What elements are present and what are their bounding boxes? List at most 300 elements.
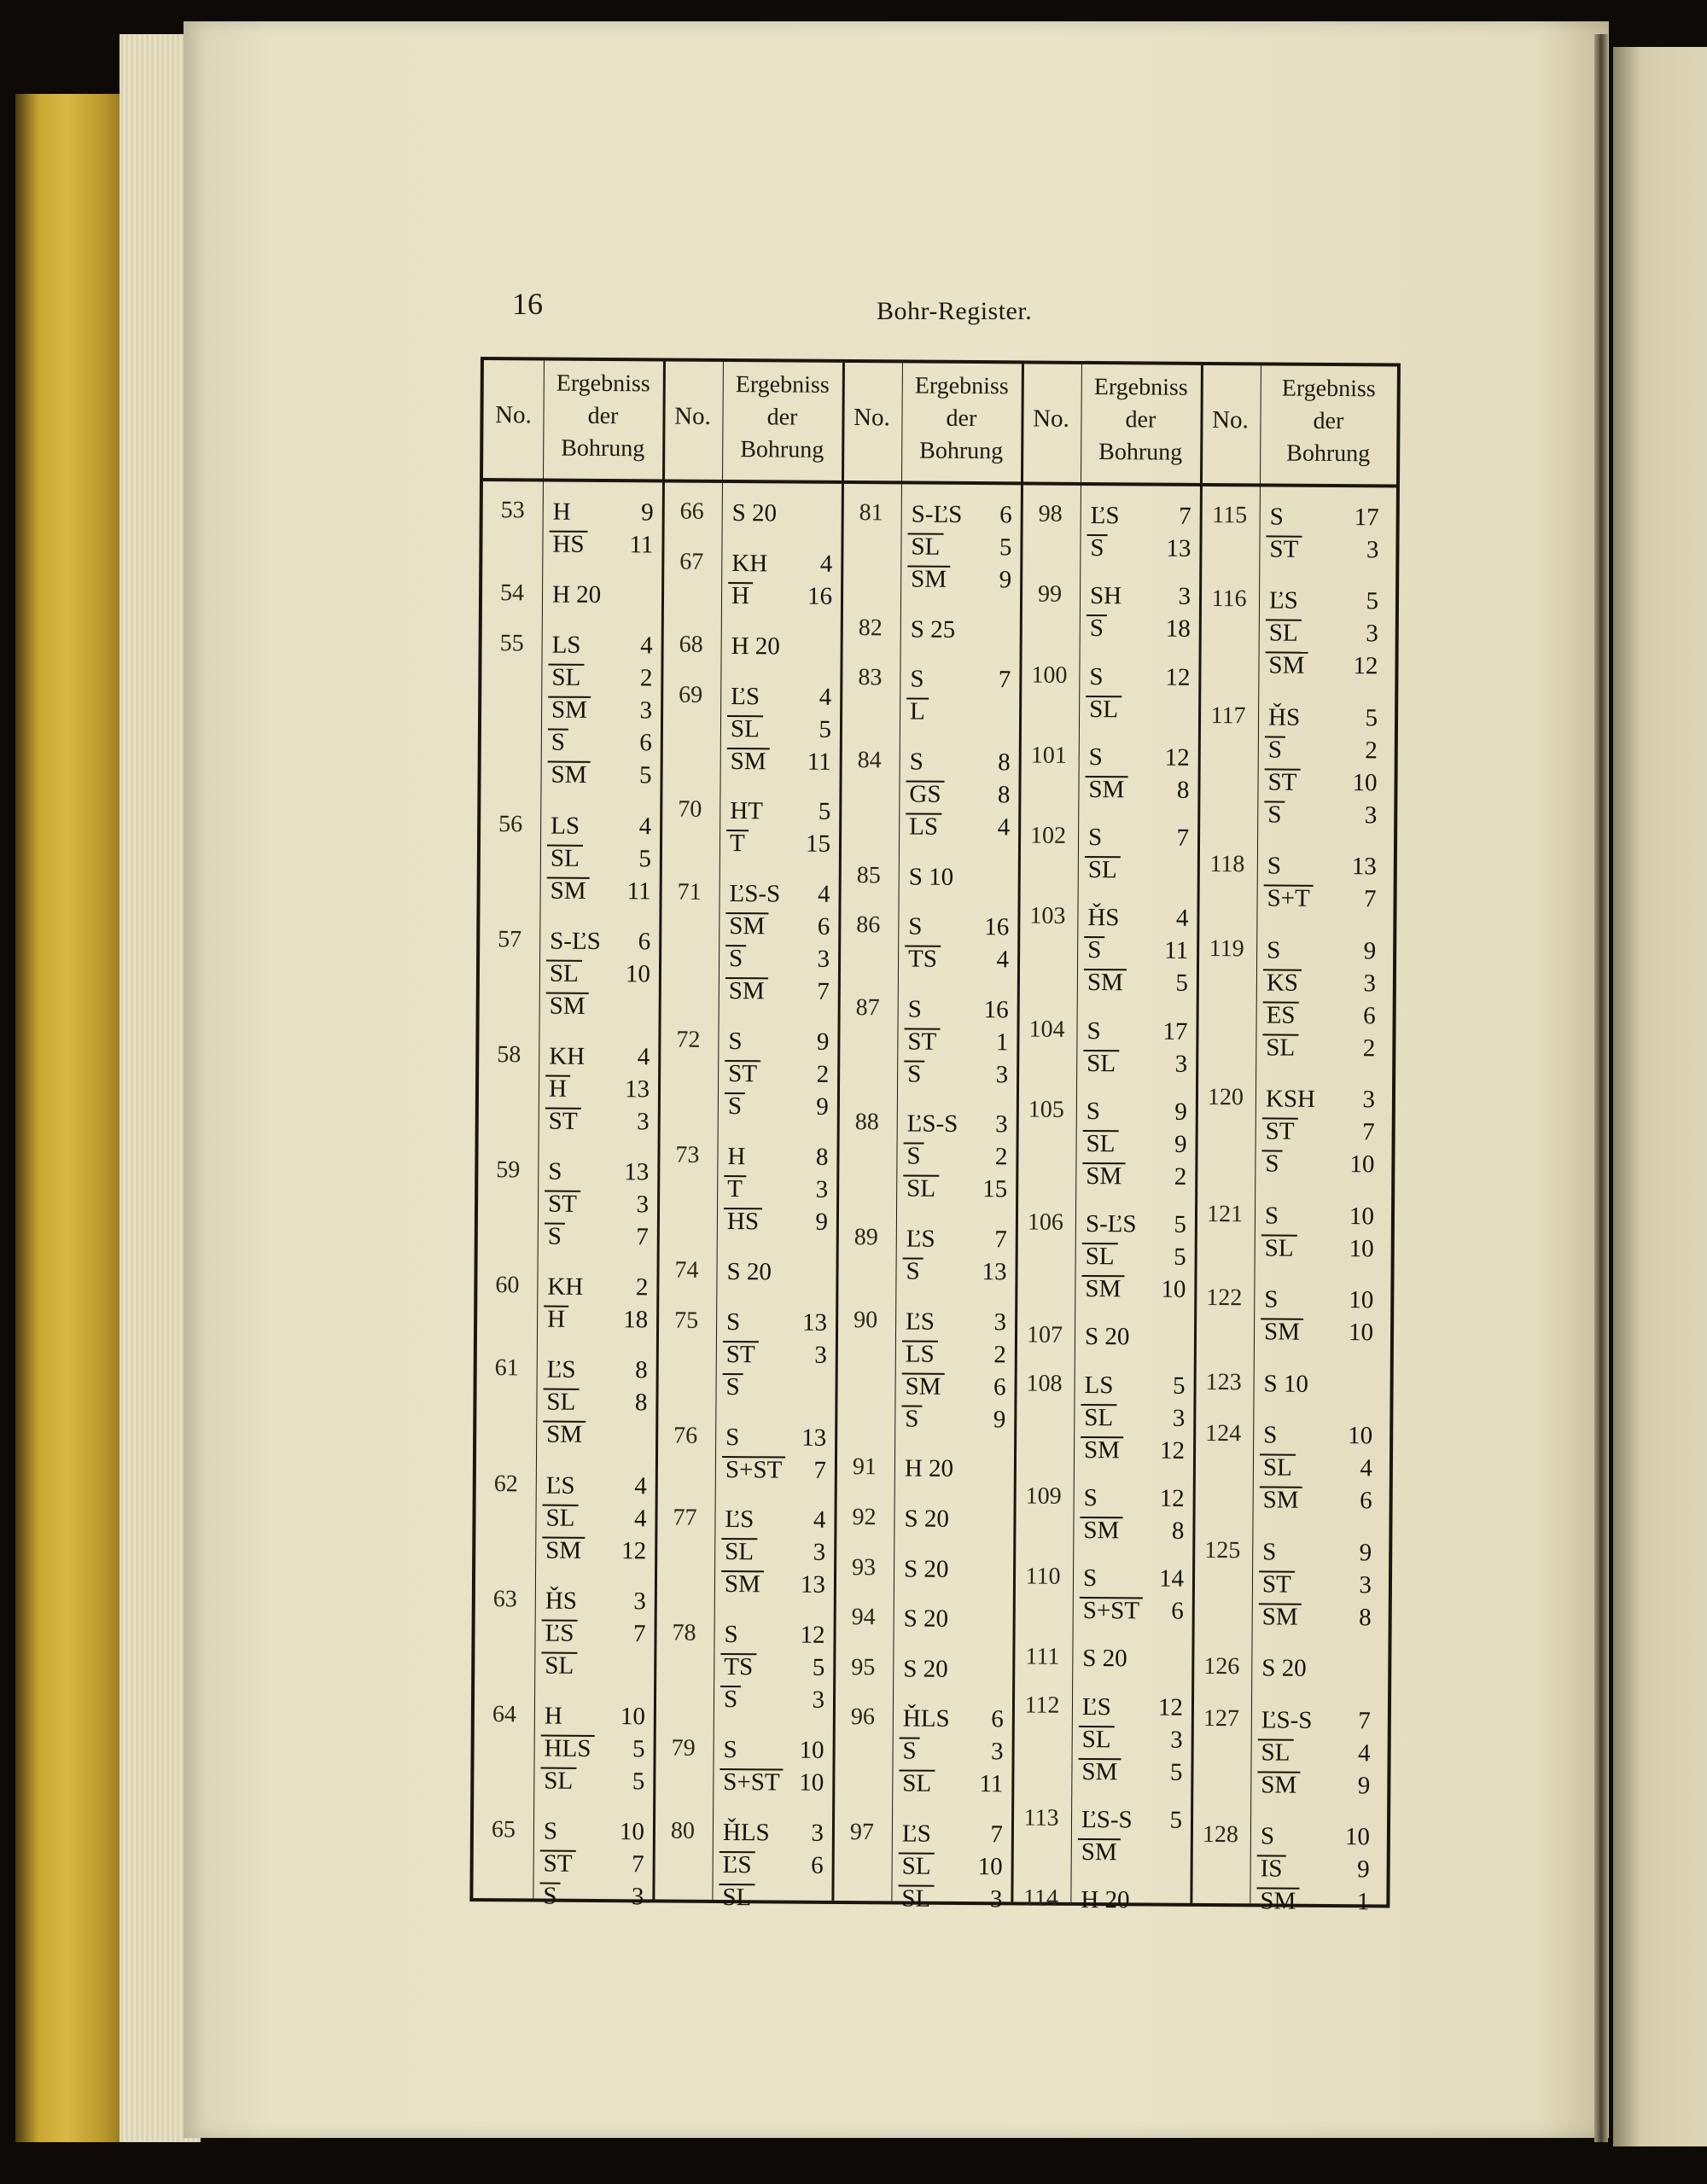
result-line	[907, 1025, 1008, 1058]
bohrung-result	[1084, 1368, 1186, 1466]
layer-thickness: 10	[619, 1818, 645, 1846]
layer-thickness: 5	[1174, 1210, 1187, 1238]
result-line	[906, 1223, 1007, 1256]
result-line	[1261, 1651, 1371, 1685]
header-line: Bohrung	[1098, 439, 1183, 466]
overline-mark	[906, 780, 945, 782]
layer-thickness: 5	[638, 761, 652, 789]
layer-thickness: 4	[633, 1504, 647, 1532]
layer-symbol: S	[1263, 1421, 1278, 1449]
bohrung-result	[1081, 1884, 1181, 1917]
overline-mark	[905, 946, 941, 947]
result-line	[905, 1402, 1005, 1436]
layer-thickness: 4	[813, 1506, 826, 1535]
overline-mark	[725, 1060, 760, 1062]
bohrung-result	[725, 1503, 826, 1601]
overline-mark	[1083, 1130, 1119, 1132]
layer-symbol: ST	[548, 1188, 577, 1220]
layer-symbol: S	[1089, 662, 1104, 690]
layer-thickness: 5	[999, 533, 1012, 562]
bohrung-result	[722, 1816, 824, 1914]
result-line	[730, 795, 830, 828]
bohrung-number: 110	[1025, 1563, 1061, 1590]
layer-symbol: ĽS	[546, 1355, 576, 1384]
layer-thickness: 5	[1365, 704, 1378, 732]
layer-thickness: 5	[632, 1735, 645, 1763]
bohrung-result	[1083, 1562, 1185, 1628]
bohrung-number: 84	[857, 746, 882, 774]
bohrung-number: 78	[672, 1619, 696, 1647]
result-line	[544, 1815, 644, 1849]
bohrung-result	[1260, 1820, 1370, 1918]
overline-mark	[545, 1223, 565, 1225]
bohrung-result	[725, 1306, 827, 1404]
header-line: der	[1313, 407, 1344, 435]
overline-mark	[541, 1651, 577, 1653]
result-line	[548, 1188, 649, 1221]
layer-symbol: S-ĽS	[911, 500, 963, 528]
layer-symbol: IS	[1261, 1852, 1283, 1884]
overline-mark	[545, 1107, 581, 1109]
bohrung-number: 90	[854, 1306, 878, 1333]
layer-symbol: ES	[1267, 999, 1296, 1031]
result-line	[1265, 1199, 1374, 1232]
layer-symbol: S	[910, 665, 924, 693]
result-line	[1262, 1568, 1372, 1601]
result-line	[724, 1618, 824, 1651]
layer-thickness: 7	[632, 1619, 646, 1648]
result-line	[912, 498, 1012, 532]
bohrung-result	[551, 629, 652, 792]
overline-mark	[899, 1770, 935, 1772]
bohrung-number: 75	[674, 1307, 699, 1334]
bohrung-result	[909, 745, 1011, 843]
layer-thickness: 4	[637, 1043, 650, 1071]
overline-mark	[898, 1884, 934, 1886]
layer-thickness: 8	[1171, 1517, 1185, 1545]
result-line	[1086, 1208, 1186, 1241]
bohrung-number: 87	[855, 993, 880, 1022]
layer-symbol: SL	[1089, 692, 1118, 725]
overline-mark	[1259, 1570, 1295, 1572]
overline-mark	[1264, 885, 1314, 887]
bohrung-number: 83	[858, 664, 883, 691]
layer-symbol: SL	[902, 1768, 931, 1800]
result-line	[1264, 1284, 1373, 1317]
overline-mark	[722, 1456, 785, 1459]
layer-thickness: 7	[1362, 1118, 1375, 1146]
result-line	[1261, 1736, 1370, 1769]
result-line	[727, 1173, 828, 1206]
bohrung-result	[911, 498, 1012, 597]
overline-mark	[545, 1191, 580, 1192]
result-line	[1266, 1115, 1375, 1149]
overline-mark	[906, 698, 929, 700]
layer-symbol: S	[1086, 1097, 1101, 1125]
layer-symbol: S 10	[1263, 1370, 1309, 1398]
bohrung-number: 108	[1026, 1369, 1063, 1397]
layer-symbol: SL	[1263, 1452, 1292, 1484]
layer-symbol: S	[548, 1157, 562, 1185]
layer-thickness: 10	[799, 1736, 824, 1764]
result-line	[1087, 901, 1188, 935]
layer-symbol: ĽS	[901, 1820, 931, 1848]
bohrung-number: 74	[674, 1256, 699, 1284]
bohrung-number: 117	[1210, 702, 1246, 730]
layer-thickness: 5	[1175, 969, 1189, 998]
bohrung-result	[1267, 701, 1378, 831]
result-line	[907, 1057, 1008, 1091]
layer-symbol: S	[729, 942, 743, 975]
overline-mark	[1086, 695, 1121, 696]
result-line	[1261, 1768, 1370, 1802]
overline-mark	[721, 1570, 764, 1572]
layer-thickness: 8	[1359, 1603, 1372, 1631]
bohrung-result	[901, 1817, 1003, 1915]
bohrung-number: 82	[858, 614, 883, 641]
bohrung-number: 67	[679, 548, 704, 575]
layer-symbol: SM	[551, 874, 586, 906]
bohrung-result	[906, 1223, 1007, 1289]
layer-symbol: SM	[1260, 1884, 1296, 1917]
layer-thickness: 8	[998, 748, 1011, 777]
header-line: Bohrung	[561, 434, 645, 463]
overline-mark	[548, 729, 568, 731]
bohr-register-table	[469, 357, 1401, 1916]
result-line	[725, 1503, 825, 1536]
layer-symbol: S+ST	[723, 1766, 780, 1798]
overline-mark	[540, 1883, 561, 1884]
header-ergebniss	[1260, 372, 1397, 470]
layer-symbol: ST	[1267, 766, 1296, 798]
layer-thickness: 8	[997, 781, 1011, 809]
layer-symbol: SM	[729, 975, 765, 1007]
overline-mark	[1264, 801, 1285, 802]
layer-symbol: SM	[545, 1534, 581, 1566]
bohrung-result	[546, 1354, 648, 1452]
overline-mark	[903, 1175, 939, 1177]
layer-thickness: 11	[626, 877, 651, 905]
result-line	[552, 629, 653, 662]
layer-symbol: ȞS	[1087, 904, 1120, 932]
layer-thickness: 13	[982, 1258, 1007, 1286]
result-line	[549, 1104, 650, 1138]
layer-symbol: S	[907, 1057, 921, 1090]
layer-thickness: 12	[1157, 1693, 1184, 1721]
layer-thickness: 16	[807, 582, 833, 610]
result-line	[907, 1108, 1008, 1141]
layer-symbol: SL	[901, 1882, 930, 1914]
header-ergebniss	[543, 368, 663, 466]
layer-symbol: S	[1260, 1822, 1275, 1850]
layer-symbol: SM	[905, 1370, 941, 1402]
bohrung-number: 104	[1028, 1016, 1065, 1043]
result-line	[1086, 1160, 1186, 1193]
layer-thickness: 8	[634, 1389, 648, 1417]
layer-symbol: S+ST	[1083, 1594, 1140, 1627]
result-line	[727, 1140, 828, 1174]
result-line	[731, 630, 832, 663]
layer-thickness: 3	[815, 1175, 829, 1203]
result-line	[902, 1817, 1003, 1850]
result-line	[1090, 532, 1191, 565]
overline-mark	[543, 1421, 586, 1423]
layer-symbol: SL	[902, 1849, 931, 1882]
bohrung-result	[1087, 901, 1189, 999]
header-line: Ergebniss	[914, 372, 1009, 400]
bohrung-result	[904, 1502, 1005, 1535]
header-ergebniss	[1081, 371, 1201, 469]
bohrung-result	[544, 1699, 645, 1797]
overline-mark	[1263, 969, 1302, 970]
layer-thickness: 7	[813, 1456, 827, 1484]
overline-mark	[724, 1175, 746, 1177]
header-line: Ergebniss	[1281, 375, 1376, 403]
header-line: der	[587, 402, 619, 430]
result-line	[547, 1354, 648, 1387]
result-line	[546, 1418, 647, 1452]
layer-thickness: 11	[1164, 936, 1189, 965]
overline-mark	[1259, 1603, 1302, 1605]
result-line	[910, 745, 1011, 778]
result-line	[729, 910, 830, 943]
overline-mark	[720, 1686, 741, 1687]
result-line	[1268, 649, 1378, 683]
bohrung-number: 77	[673, 1505, 697, 1532]
layer-thickness: 4	[817, 881, 830, 909]
result-line	[1261, 1852, 1370, 1885]
layer-symbol: ST	[1269, 533, 1298, 565]
layer-symbol: S+T	[1267, 882, 1309, 915]
result-line	[544, 1848, 644, 1881]
layer-thickness: 4	[819, 550, 833, 578]
layer-symbol: SL	[1266, 1031, 1295, 1063]
bohrung-result	[1263, 1419, 1373, 1517]
overline-mark	[1081, 1403, 1116, 1405]
result-line	[1082, 1722, 1183, 1756]
layer-thickness: 10	[625, 959, 651, 988]
result-line	[1088, 853, 1189, 887]
layer-thickness: 5	[812, 1654, 825, 1682]
result-line	[904, 1552, 1005, 1586]
bohrung-number: 68	[679, 631, 703, 658]
layer-symbol: ĽS	[731, 682, 760, 710]
layer-thickness: 10	[1161, 1275, 1186, 1303]
layer-symbol: SL	[1265, 1232, 1294, 1264]
bohrung-result	[908, 911, 1010, 976]
overline-mark	[903, 1257, 923, 1259]
bohrung-result	[1081, 1690, 1183, 1788]
bohrung-number: 98	[1038, 500, 1063, 527]
layer-symbol: SL	[545, 1501, 574, 1534]
result-line	[1081, 1836, 1182, 1869]
layer-thickness: 9	[816, 1092, 829, 1121]
layer-symbol: SL	[1086, 1127, 1115, 1160]
result-line	[902, 1849, 1003, 1883]
layer-symbol: S	[1267, 798, 1281, 830]
overline-mark	[1078, 1838, 1121, 1840]
result-line	[551, 874, 651, 907]
layer-symbol: SM	[1261, 1768, 1296, 1801]
layer-thickness: 16	[983, 995, 1009, 1024]
result-line	[1089, 741, 1190, 774]
result-line	[1082, 1690, 1183, 1723]
header-line: der	[946, 405, 977, 433]
bohrung-result	[1083, 1482, 1185, 1547]
layer-thickness: 2	[635, 1273, 649, 1302]
overline-mark	[1084, 936, 1104, 938]
layer-symbol: SM	[1264, 1316, 1300, 1348]
bohrung-result	[549, 1040, 650, 1138]
layer-thickness: 7	[1176, 824, 1190, 852]
layer-symbol: S	[1264, 1202, 1279, 1230]
result-line	[731, 713, 831, 746]
result-line	[723, 1849, 824, 1882]
bohrung-number: 112	[1024, 1691, 1060, 1719]
layer-thickness: 12	[1353, 652, 1378, 680]
overline-mark	[1081, 1275, 1124, 1277]
layer-thickness: 12	[1164, 743, 1190, 772]
bohrung-result	[1085, 1320, 1186, 1354]
layer-symbol: KH	[549, 1042, 586, 1070]
result-line	[1084, 1368, 1185, 1401]
layer-thickness: 6	[811, 1851, 824, 1879]
bohrung-result	[552, 496, 654, 562]
result-line	[902, 1735, 1003, 1768]
bohrung-result	[543, 1815, 644, 1913]
result-line	[546, 1469, 647, 1502]
layer-thickness: 2	[1365, 737, 1378, 765]
result-line	[909, 778, 1010, 811]
layer-symbol: SM	[1268, 649, 1304, 682]
bohrung-result	[724, 1618, 825, 1716]
layer-symbol: H 20	[904, 1454, 954, 1483]
layer-thickness: 6	[1360, 1487, 1372, 1515]
layer-thickness: 2	[816, 1060, 830, 1089]
result-line	[1266, 1031, 1375, 1064]
layer-thickness: 9	[1174, 1098, 1187, 1126]
layer-symbol: S	[1269, 503, 1284, 531]
overline-mark	[1261, 1234, 1297, 1236]
bohrung-number: 63	[492, 1585, 517, 1612]
bohrung-result	[552, 579, 653, 612]
layer-thickness: 4	[1357, 1738, 1371, 1767]
bohrung-number: 113	[1023, 1804, 1059, 1832]
layer-thickness: 3	[637, 1108, 650, 1136]
overline-mark	[1087, 534, 1108, 536]
overline-mark	[1266, 652, 1308, 654]
bohrung-result	[1269, 500, 1379, 566]
bohrung-result	[911, 613, 1011, 646]
layer-thickness: 10	[620, 1703, 645, 1731]
layer-symbol: S	[725, 1423, 740, 1451]
bohrung-number: 109	[1025, 1482, 1062, 1510]
layer-symbol: SL	[1084, 1401, 1113, 1433]
layer-symbol: S+ST	[725, 1453, 783, 1486]
overline-mark	[1267, 535, 1302, 537]
layer-symbol: H	[727, 1143, 746, 1171]
layer-symbol: LS	[906, 1337, 935, 1370]
result-line	[911, 613, 1011, 646]
bohrung-result	[1265, 1199, 1375, 1265]
bohrung-result	[1081, 1803, 1183, 1869]
bohrung-result	[1086, 1095, 1187, 1193]
result-line	[1269, 617, 1378, 650]
layer-symbol: S	[1087, 1016, 1101, 1045]
layer-symbol: ST	[1262, 1568, 1291, 1600]
overline-mark	[1083, 1049, 1119, 1051]
layer-symbol: ĽS	[1090, 501, 1120, 530]
overline-mark	[904, 1143, 924, 1144]
overline-mark	[1256, 1887, 1299, 1889]
layer-symbol: S 10	[908, 863, 954, 891]
overline-mark	[901, 1405, 922, 1406]
overline-mark	[1262, 1150, 1283, 1152]
overline-mark	[541, 1734, 595, 1736]
layer-thickness: 8	[635, 1356, 648, 1384]
layer-thickness: 5	[818, 798, 831, 826]
bohrung-result	[1090, 579, 1191, 645]
bohrung-result	[1265, 1083, 1375, 1181]
layer-symbol: KH	[731, 549, 768, 578]
layer-symbol: S	[1268, 733, 1282, 766]
layer-symbol: SM	[550, 989, 586, 1022]
layer-thickness: 17	[1162, 1017, 1188, 1045]
header-line: der	[1125, 406, 1156, 434]
layer-thickness: 3	[817, 946, 830, 974]
overline-mark	[725, 1092, 745, 1094]
overline-mark	[905, 1028, 941, 1029]
result-line	[1082, 1642, 1183, 1675]
result-line	[1267, 999, 1376, 1032]
layer-thickness: 9	[999, 566, 1012, 594]
layer-thickness: 3	[631, 1883, 644, 1911]
bohrung-result	[1085, 1208, 1186, 1306]
layer-thickness: 9	[815, 1208, 829, 1236]
result-line	[726, 1306, 827, 1339]
bohrung-number: 94	[851, 1604, 876, 1631]
layer-symbol: SL	[1088, 853, 1117, 886]
overline-mark	[906, 812, 941, 814]
layer-symbol: SL	[1269, 617, 1298, 649]
layer-thickness: 9	[1363, 937, 1377, 965]
layer-thickness: 6	[1171, 1597, 1184, 1625]
result-line	[551, 809, 651, 842]
layer-thickness: 7	[1179, 502, 1191, 530]
layer-thickness: 3	[1366, 536, 1379, 564]
overline-mark	[1262, 1118, 1298, 1120]
layer-symbol: SM	[1084, 1433, 1120, 1465]
result-line	[904, 1603, 1005, 1636]
layer-thickness: 3	[639, 696, 653, 725]
result-line	[550, 989, 650, 1022]
layer-symbol: S	[1083, 1483, 1098, 1511]
result-line	[911, 563, 1011, 597]
overline-mark	[899, 1852, 935, 1854]
result-line	[1261, 1820, 1370, 1853]
layer-thickness: 4	[640, 632, 653, 660]
layer-symbol: H	[544, 1702, 562, 1730]
layer-symbol: S	[1087, 934, 1101, 966]
result-line	[545, 1534, 646, 1567]
layer-symbol: S	[1088, 743, 1103, 771]
result-line	[1269, 585, 1378, 618]
bohrung-result	[545, 1584, 646, 1682]
overline-mark	[542, 1619, 578, 1621]
bohrung-result	[1263, 1367, 1372, 1401]
layer-thickness: 7	[1358, 1706, 1371, 1734]
layer-symbol: S 20	[903, 1605, 949, 1633]
